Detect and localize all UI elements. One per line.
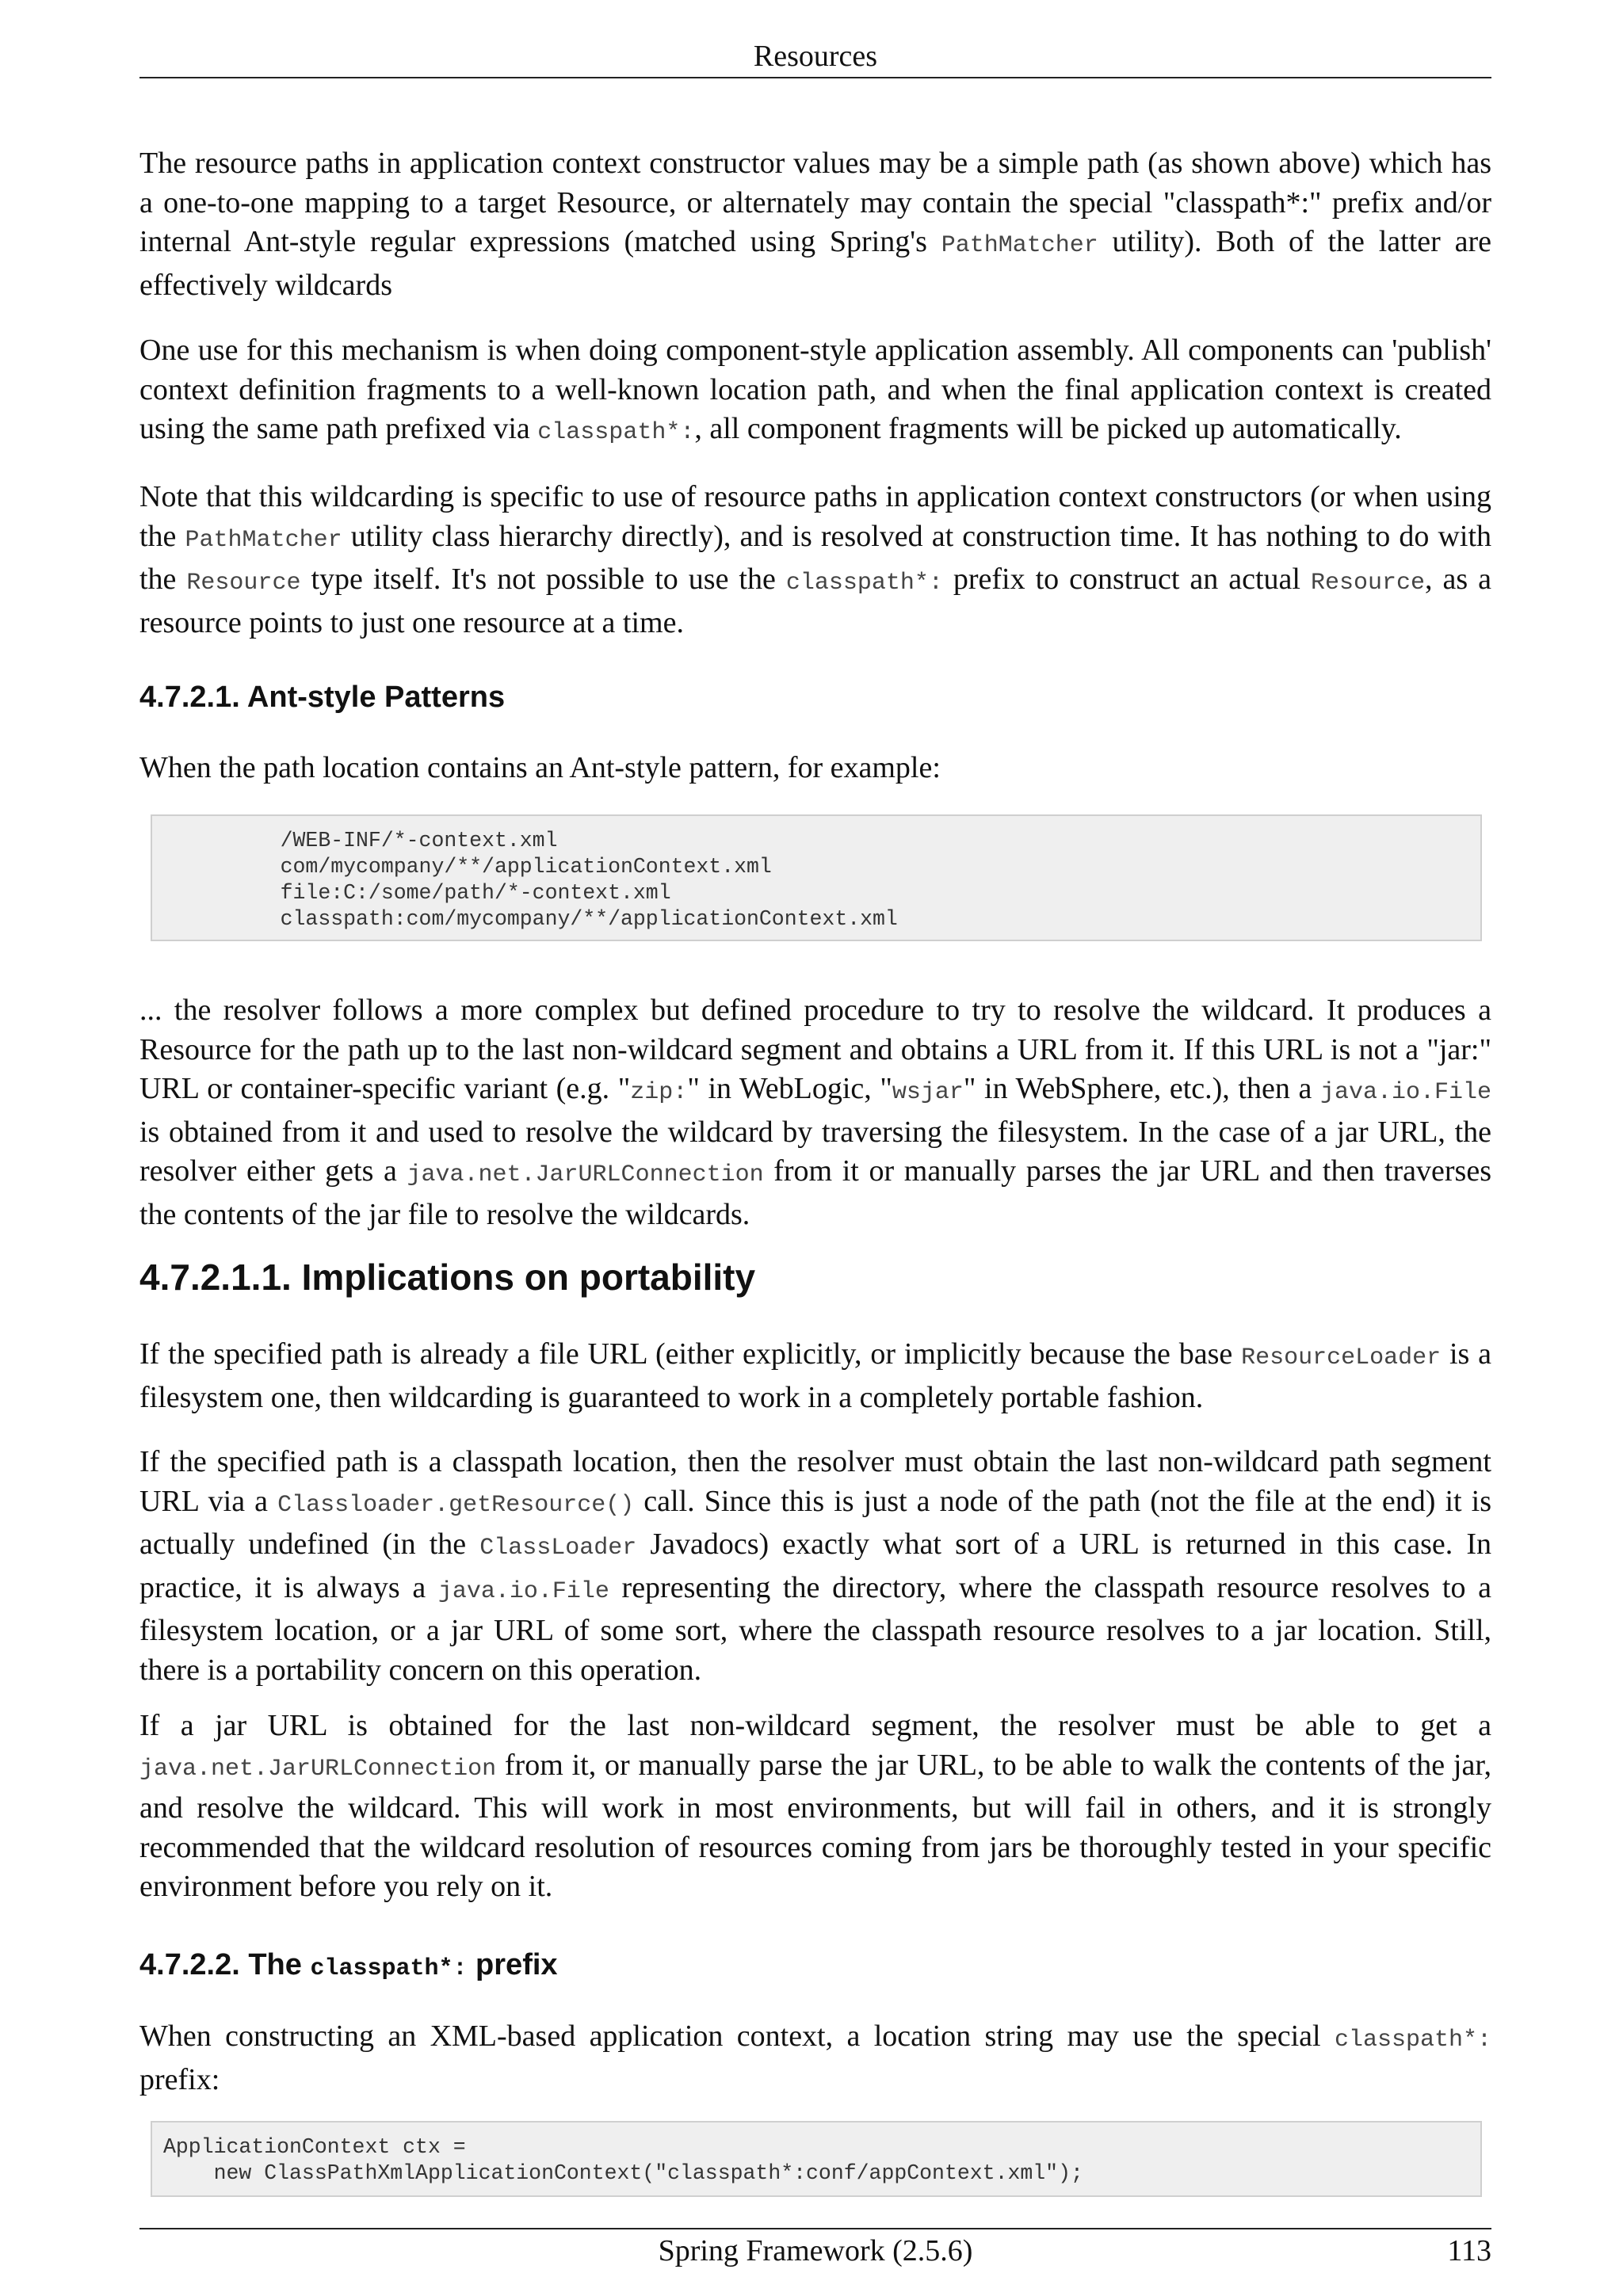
inline-code: ClassLoader <box>479 1535 637 1562</box>
inline-code: zip: <box>630 1079 688 1106</box>
text-run: One use for this mechanism is when doing component-style application assembly. All components can 'publish' context definition fragments to a well-known location path, and when the final application context is created using the same path prefixed via <box>139 334 1491 445</box>
inline-code: java.net.JarURLConnection <box>139 1755 497 1783</box>
text-run: If a jar URL is obtained for the last non-wildcard segment, the resolver must be able to get a <box>139 1709 1491 1742</box>
inline-code: ResourceLoader <box>1241 1344 1442 1371</box>
footer-title: Spring Framework (2.5.6) <box>658 2234 973 2267</box>
text-run: , all component fragments will be picked up automatically. <box>694 412 1402 445</box>
heading-implications-portability: 4.7.2.1.1. Implications on portability <box>139 1257 756 1298</box>
text-run: " in WebSphere, etc.), then a <box>963 1072 1320 1105</box>
text-run: When constructing an XML-based application context, a location string may use the special <box>139 2019 1335 2053</box>
text-run: If the specified path is a classpath location, then the resolver must obtain the last non-wildcard path segment URL via a <box>139 1445 1491 1518</box>
code-ant-patterns: /WEB-INF/*-context.xml com/mycompany/**/applicationContext.xml file:C:/some/path/*-context.xml classpath:com/mycompany/**/applicationContext.xml <box>280 829 898 931</box>
text-run: ... the resolver follows a more complex but defined procedure to try to resolve the wildcard. It produces a Resource for the path up to the last non-wildcard segment and obtains a URL from it. If this URL is not a "jar:" URL or container-specific variant (e.g. " <box>139 994 1491 1105</box>
text-run: Note that this wildcarding is specific to use of resource paths in application context constructors (or when using the <box>139 480 1491 553</box>
document-page <box>139 0 1491 2296</box>
inline-code: java.io.File <box>437 1577 609 1605</box>
inline-code: classpath*: <box>537 419 695 446</box>
paragraph-component-assembly <box>139 331 1491 453</box>
paragraph-jar-url <box>139 1707 1491 1907</box>
text-run: representing the directory, where the classpath resource resolves to a filesystem location, or a jar URL of some sort, where the classpath resource resolves to a jar location. Still, there is a portability concern on this operation. <box>139 1570 1491 1687</box>
code-block-application-context <box>151 2121 1482 2197</box>
heading-classpath-prefix: 4.7.2.2. The classpath*: prefix <box>139 1948 558 1982</box>
page-number: 113 <box>1447 2234 1491 2267</box>
text-run: If the specified path is already a file URL (either explicitly, or implicitly because the base <box>139 1337 1242 1371</box>
text-run: call. Since this is just a node of the path (not the file at the end) it is actually undefined (in the <box>139 1484 1491 1561</box>
paragraph-resolver-procedure <box>139 991 1491 1234</box>
inline-code: classpath*: <box>785 570 943 597</box>
text-run: is obtained from it and used to resolve the wildcard by traversing the filesystem. In the case of a jar URL, the resolver either gets a <box>139 1115 1491 1188</box>
inline-code: java.net.JarURLConnection <box>407 1161 764 1188</box>
inline-code: PathMatcher <box>185 526 342 554</box>
code-application-context: ApplicationContext ctx = new ClassPathXmlApplicationContext("classpath*:conf/appContext.xml"); <box>163 2135 1083 2185</box>
inline-code: Resource <box>186 570 301 597</box>
inline-code: java.io.File <box>1319 1079 1491 1106</box>
header-divider <box>139 77 1491 78</box>
inline-code: Classloader.getResource() <box>277 1491 635 1519</box>
paragraph-classpath-intro <box>139 2017 1491 2100</box>
paragraph-file-url <box>139 1335 1491 1417</box>
footer-divider <box>139 2228 1491 2229</box>
text-run: from it or manually parses the jar URL and then traverses the contents of the jar file to resolve the wildcards. <box>139 1154 1491 1231</box>
code-block-ant-patterns <box>151 814 1482 941</box>
text-run: utility). Both of the latter are effectively wildcards <box>139 225 1491 302</box>
paragraph-ant-intro <box>139 749 1491 788</box>
inline-code: PathMatcher <box>941 232 1098 259</box>
text-run: " in WebLogic, " <box>687 1072 892 1105</box>
text-run: prefix: <box>139 2062 220 2096</box>
text-run: prefix to construct an actual <box>942 563 1311 596</box>
text-run: utility class hierarchy directly), and is resolved at construction time. It has nothing to do with the <box>139 519 1491 596</box>
text-run: , as a resource points to just one resource at a time. <box>139 563 1491 639</box>
heading-ant-style-patterns: 4.7.2.1. Ant-style Patterns <box>139 681 506 714</box>
paragraph-classpath-location <box>139 1443 1491 1690</box>
inline-code: Resource <box>1310 570 1425 597</box>
text-run: is a filesystem one, then wildcarding is guaranteed to work in a completely portable fashion. <box>139 1337 1492 1414</box>
text-run: type itself. It's not possible to use the <box>300 563 786 596</box>
inline-code: wsjar <box>892 1079 964 1106</box>
paragraph-wildcard-note <box>139 478 1491 643</box>
inline-code: classpath*: <box>1334 2027 1491 2054</box>
running-header: Resources <box>753 40 878 73</box>
text-run: The resource paths in application context constructor values may be a simple path (as shown above) which has a one-to-one mapping to a target Resource, or alternately may contain the special "classpath*:" prefix and/or internal Ant-style regular expressions (matched using Spring's <box>139 147 1491 258</box>
paragraph-resource-paths <box>139 144 1491 305</box>
text-run: Javadocs) exactly what sort of a URL is returned in this case. In practice, it is always a <box>139 1527 1491 1604</box>
text-run: When the path location contains an Ant-style pattern, for example: <box>139 751 941 784</box>
text-run: from it, or manually parse the jar URL, to be able to walk the contents of the jar, and resolve the wildcard. This will work in most environments, but will fail in others, and it is strongly recommended that the wildcard resolution of resources coming from jars be thoroughly tested in your specific environment before you rely on it. <box>139 1748 1491 1903</box>
